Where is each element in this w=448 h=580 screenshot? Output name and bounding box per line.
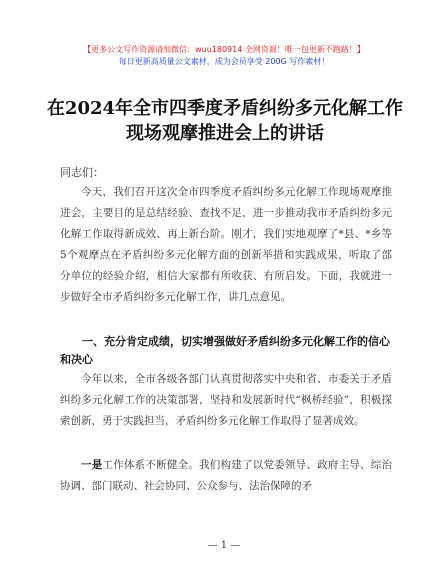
page-number: — 1 — [207, 540, 241, 551]
section-heading-1: 一、充分肯定成绩，切实增强做好矛盾纠纷多元化解工作的信心和决心 [60, 335, 390, 366]
paragraph-3-text: 工作体系不断健全。我们构建了以党委领导、政府主导、综治协调、部门联动、社会协同、公众参与、法治保障的矛 [60, 459, 393, 492]
body-paragraph-1: 今天，我们召开这次全市四季度矛盾纠纷多元化解工作现场观摩推进会，主要目的是总结经验、查找不足，进一步推动我市矛盾纠纷多元化解工作取得新成效、再上新台阶。刚才，我们实地观摩了*县、*乡等5个观摩点在矛盾纠纷多元化解方面的创新举措和实践成果，听取了部分单位的经验介绍，相信大家都有所收获、有所启发。下面，我就进一步做好全市矛盾纠纷多元化解工作，讲几点意见。 [60, 186, 392, 303]
body-paragraph-3 [60, 455, 392, 497]
salutation: 同志们： [60, 166, 104, 179]
document-title: 在2024年全市四季度矛盾纠纷多元化解工作现场观摩推进会上的讲话 [46, 98, 404, 144]
promo-banner-line2: 每日更新高质量公文素材，成为会员享受 200G 写作素材！ [118, 57, 330, 66]
promo-banner-line1: 【更多公文写作资源请加微信：wuu180914 全网资源！唯一包更新不跑路！】 [83, 45, 365, 54]
paragraph-lead-bold: 一是 [81, 459, 103, 471]
body-paragraph-2: 今年以来，全市各级各部门认真贯彻落实中央和省、市委关于矛盾纠纷多元化解工作的决策部署，坚持和发展新时代“枫桥经验”，积极探索创新，勇于实践担当，矛盾纠纷多元化解工作取得了显著成效。 [60, 373, 392, 427]
